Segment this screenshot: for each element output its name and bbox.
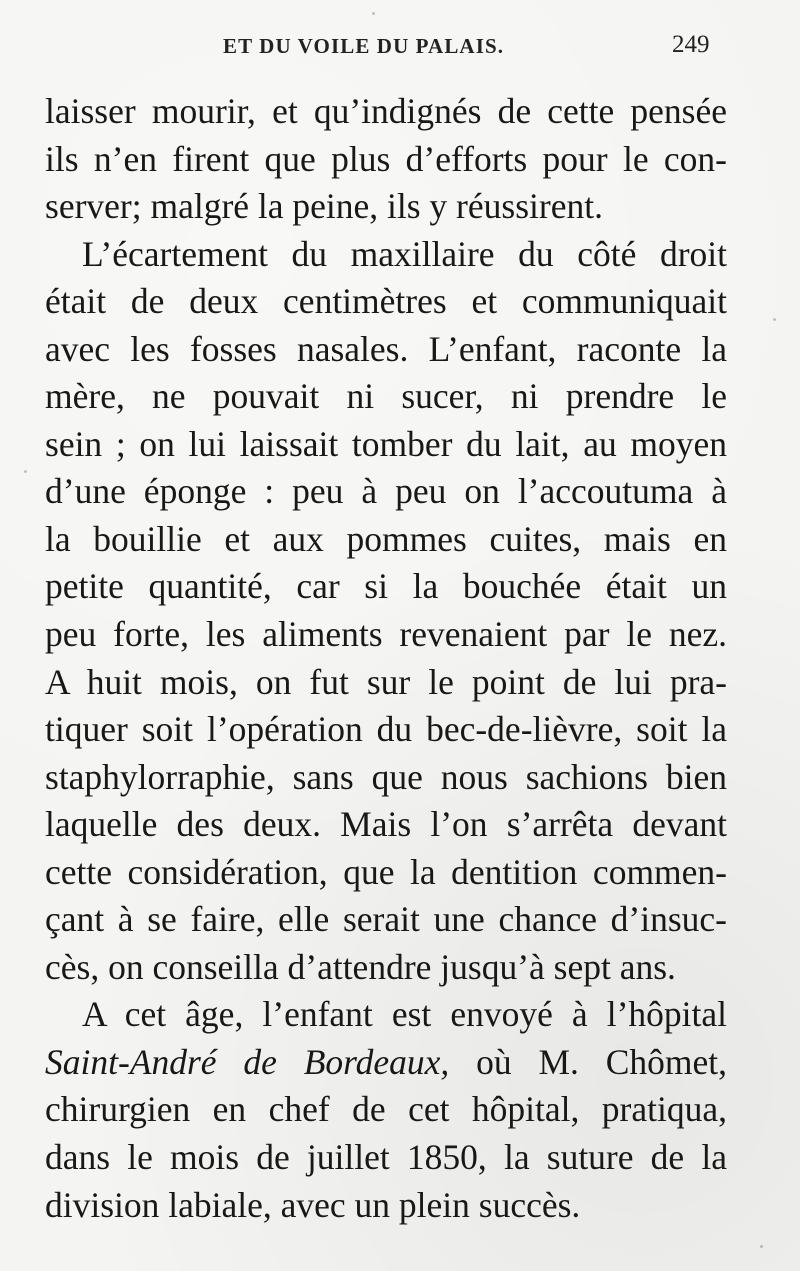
text-line: server; malgré la peine, ils y réussirent. <box>45 186 603 227</box>
paper-speck <box>24 470 27 473</box>
text-line: A cet âge, l’enfant est envoyé à l’hôpital <box>82 994 727 1035</box>
running-title: ET DU VOILE DU PALAIS. <box>223 34 505 58</box>
italic-place-name: Saint-André de Bordeaux, <box>45 1041 450 1082</box>
text-line: staphylorraphie, sans que nous sachions bien <box>45 756 727 797</box>
text-line: L’écartement du maxillaire du côté droit <box>82 233 727 274</box>
page-number: 249 <box>672 31 710 58</box>
text-line: la bouillie et aux pommes cuites, mais en <box>45 518 727 559</box>
paper-speck <box>760 1245 763 1248</box>
text-line: division labiale, avec un plein succès. <box>45 1184 581 1225</box>
text-line: laquelle des deux. Mais l’on s’arrêta devant <box>45 804 727 845</box>
text-line-tail: où M. Chômet, <box>476 1041 728 1082</box>
text-line <box>45 1039 727 1087</box>
text-line: mère, ne pouvait ni sucer, ni prendre le <box>45 376 727 417</box>
text-line: chirurgien en chef de cet hôpital, pratiqua, <box>45 1089 727 1130</box>
text-line: laisser mourir, et qu’indignés de cette pensée <box>45 91 727 131</box>
text-line: peu forte, les aliments revenaient par le nez. <box>45 614 727 655</box>
text-line: cès, on conseilla d’attendre jusqu’à sept ans. <box>45 946 676 987</box>
text-line: ils n’en firent que plus d’efforts pour le con- <box>45 138 727 179</box>
text-line: avec les fosses nasales. L’enfant, raconte la <box>45 328 727 369</box>
text-line: d’une éponge : peu à peu on l’accoutuma à <box>45 471 727 512</box>
text-line: tiquer soit l’opération du bec-de-lièvre, soit la <box>45 709 727 750</box>
paper-speck <box>372 12 375 15</box>
text-line: A huit mois, on fut sur le point de lui pra- <box>45 661 727 702</box>
text-line: cette considération, que la dentition commen- <box>45 851 727 892</box>
text-line: çant à se faire, elle serait une chance d’insuc- <box>45 899 727 940</box>
body-text <box>45 88 727 1229</box>
text-line: était de deux centimètres et communiquait <box>45 281 727 322</box>
text-line: dans le mois de juillet 1850, la suture de la <box>45 1137 727 1178</box>
running-head <box>0 28 800 68</box>
text-line: petite quantité, car si la bouchée était un <box>45 566 727 607</box>
paper-speck <box>773 318 776 321</box>
text-line: sein ; on lui laissait tomber du lait, au moyen <box>45 423 727 464</box>
